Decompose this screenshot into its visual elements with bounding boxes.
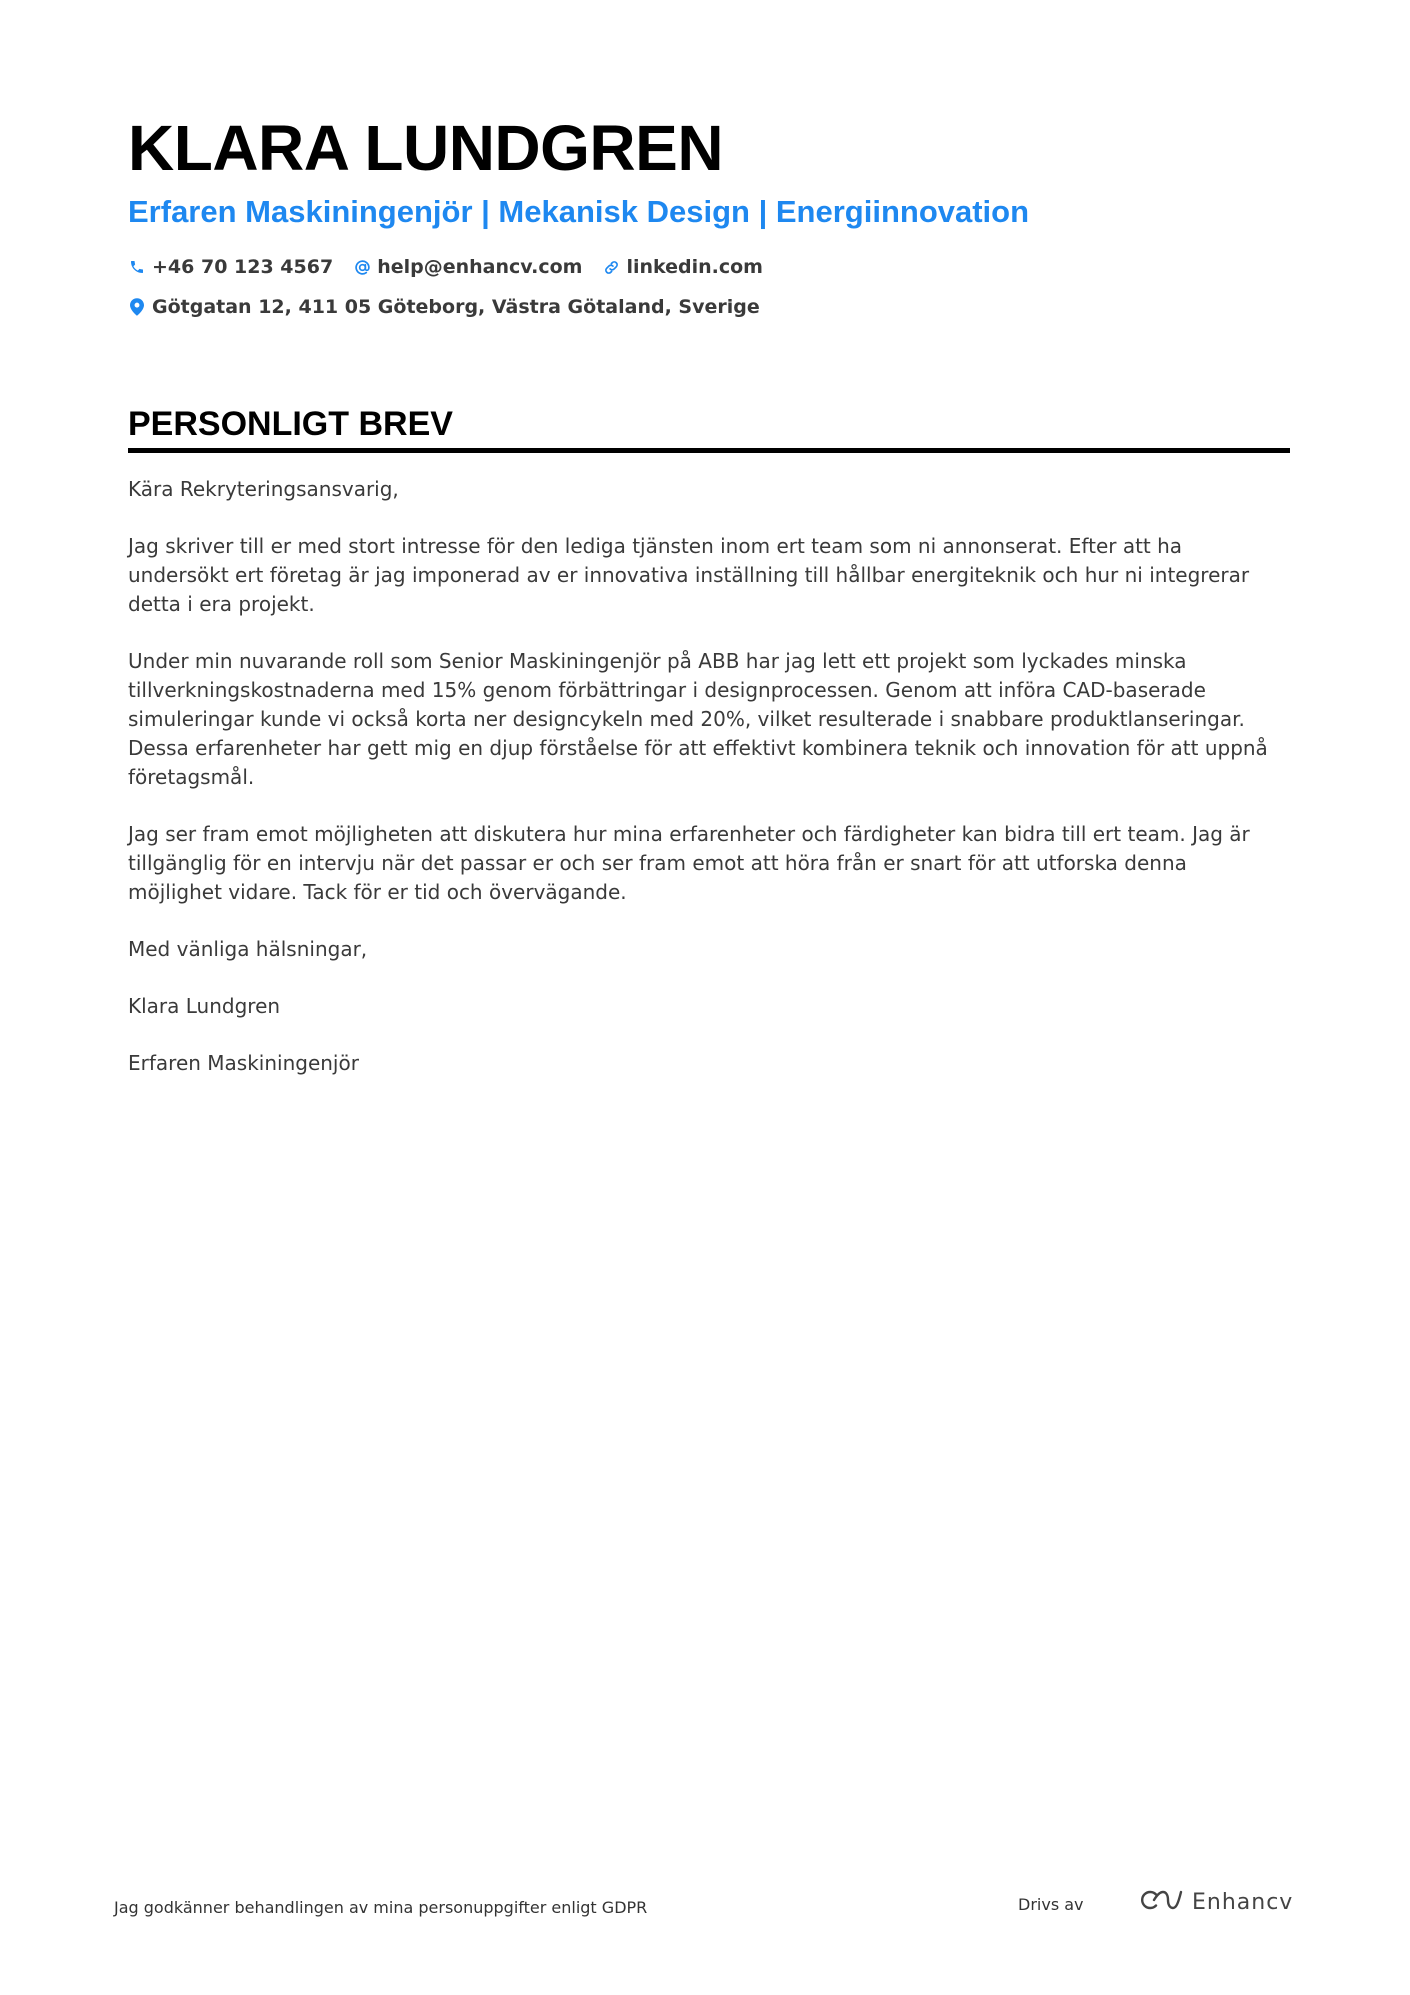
signature-title: Erfaren Maskiningenjör [128,1051,359,1075]
signature-name: Klara Lundgren [128,994,281,1018]
letter-paragraph: Jag skriver till er med stort intresse för den lediga tjänsten inom ert team som ni annonserat. Efter att ha undersökt ert företag är jag imponerad av er innovativa inställning till hållbar energiteknik och hur ni integrerar detta i era projekt. [128,534,1250,616]
letter-paragraph: Jag ser fram emot möjligheten att diskutera hur mina erfarenheter och färdigheter kan bidra till ert team. Jag är tillgänglig för en intervju när det passar er och ser fram emot att höra från er snart för att utforska denna möjlighet vidare. Tack för er tid och övervägande. [128,822,1250,904]
gdpr-consent-text: Jag godkänner behandlingen av mina personuppgifter enligt GDPR [114,1898,648,1917]
phone-icon [128,257,146,277]
enhancv-brand-link[interactable] [1138,1888,1293,1916]
contact-address [128,296,760,318]
page-footer [0,1880,1410,1940]
location-pin-icon [128,297,146,317]
candidate-name: KLARA LUNDGREN [128,112,724,184]
cover-letter-page [128,108,1290,1106]
letter-greeting: Kära Rekryteringsansvarig, [128,477,399,501]
contact-row-secondary [128,294,1290,320]
contact-row-primary [128,254,1290,280]
letter-paragraph: Under min nuvarande roll som Senior Maskiningenjör på ABB har jag lett ett projekt som lyckades minska tillverkningskostnaderna med 15% genom förbättringar i designprocessen. Genom att införa CAD-baserade simuleringar kunde vi också korta ner designcykeln med 20%, vilket resulterade i snabbare produktlanseringar. Dessa erfarenheter har gett mig en djup förståelse för att effektivt kombinera teknik och innovation för att uppnå företagsmål. [128,649,1268,789]
enhancv-logo-icon [1138,1888,1184,1916]
at-icon [353,257,371,277]
phone-text: +46 70 123 4567 [152,256,334,278]
link-icon [602,257,620,277]
contact-phone[interactable] [128,256,333,278]
section-title: PERSONLIGT BREV [128,404,1290,453]
contact-linkedin[interactable] [602,256,763,278]
address-text: Götgatan 12, 411 05 Göteborg, Västra Götaland, Sverige [152,296,760,318]
linkedin-text: linkedin.com [626,256,763,278]
enhancv-brand-text: Enhancv [1192,1889,1294,1915]
letter-closing: Med vänliga hälsningar, [128,937,368,961]
contact-email[interactable] [353,256,582,278]
powered-by-label: Drivs av [1018,1895,1084,1914]
letter-body [128,475,1278,1078]
candidate-headline: Erfaren Maskiningenjör | Mekanisk Design | Energiinnovation [128,194,1030,229]
email-text: help@enhancv.com [377,256,583,278]
